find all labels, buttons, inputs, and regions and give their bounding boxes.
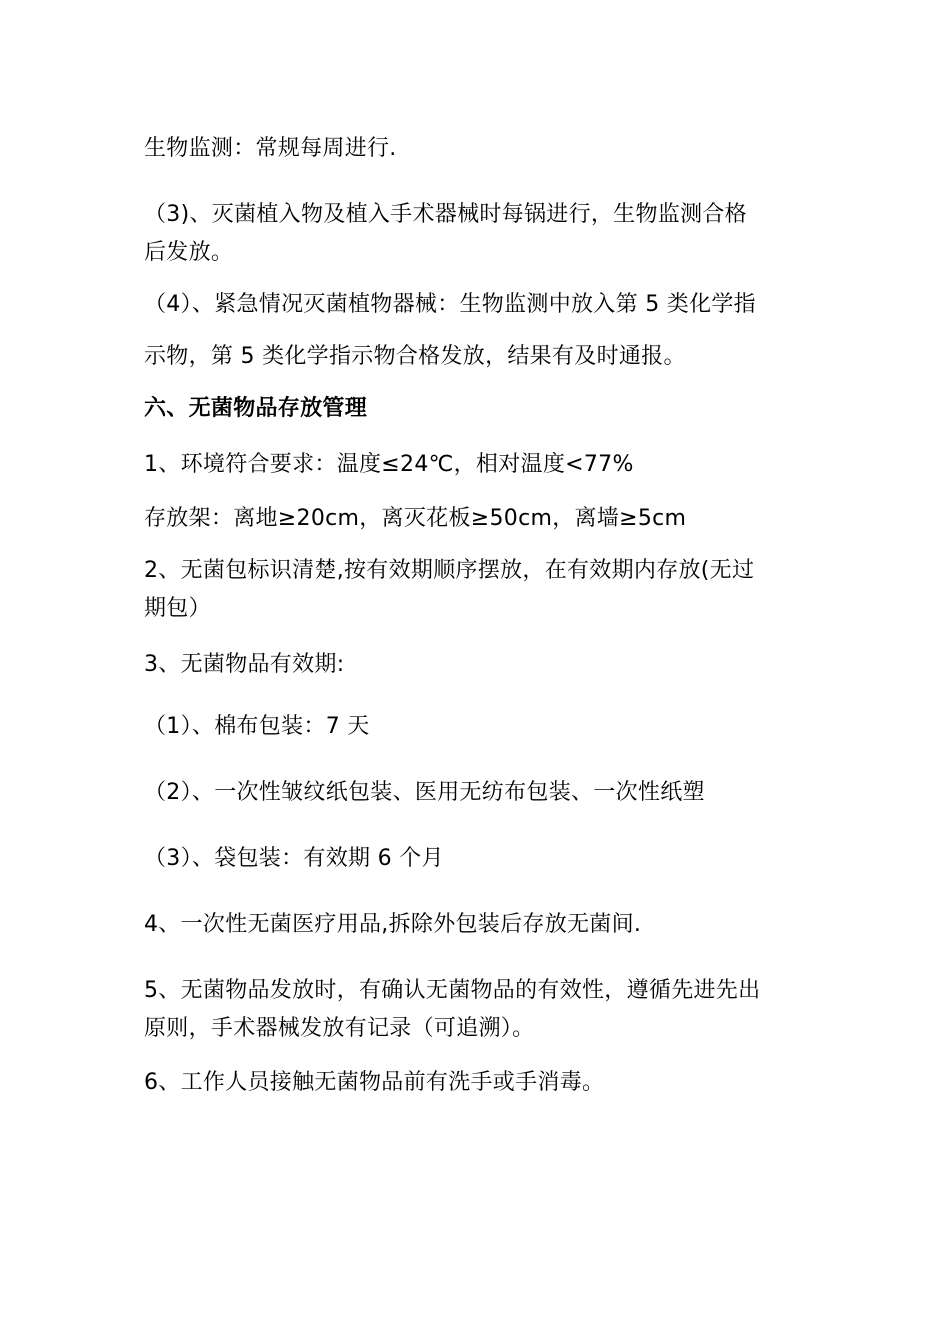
text-line-implant-sterilization: （3)、灭菌植入物及植入手术器械时每锅进行，生物监测合格 bbox=[144, 202, 747, 227]
text-line-environment: 1、环境符合要求：温度≤24℃，相对温度<77% bbox=[144, 452, 634, 477]
text-line-biological-monitoring: 生物监测：常规每周进行. bbox=[144, 136, 397, 161]
text-line-disposable-supplies: 4、一次性无菌医疗用品,拆除外包装后存放无菌间. bbox=[144, 912, 642, 937]
section-heading-sterile-storage: 六、无菌物品存放管理 bbox=[144, 396, 368, 421]
text-line-implant-sterilization-cont: 后发放。 bbox=[144, 240, 234, 265]
text-line-emergency-sterilization: （4）、紧急情况灭菌植物器械：生物监测中放入第 5 类化学指 bbox=[144, 292, 756, 317]
text-line-emergency-sterilization-cont: 示物，第 5 类化学指示物合格发放，结果有及时通报。 bbox=[144, 344, 686, 369]
text-line-disposable-packaging: （2）、一次性皱纹纸包装、医用无纺布包装、一次性纸塑 bbox=[144, 780, 705, 805]
text-line-bag-packaging: （3）、袋包装：有效期 6 个月 bbox=[144, 846, 444, 871]
text-line-package-labeling-cont: 期包） bbox=[144, 596, 211, 621]
text-line-validity-heading: 3、无菌物品有效期: bbox=[144, 652, 345, 677]
text-line-dispensing: 5、无菌物品发放时，有确认无菌物品的有效性，遵循先进先出 bbox=[144, 978, 761, 1003]
text-line-cotton-packaging: （1）、棉布包装：7 天 bbox=[144, 714, 370, 739]
text-line-storage-rack: 存放架：离地≥20cm，离灭花板≥50cm，离墙≥5cm bbox=[144, 506, 687, 531]
text-line-package-labeling: 2、无菌包标识清楚,按有效期顺序摆放，在有效期内存放(无过 bbox=[144, 558, 755, 583]
text-line-hand-hygiene: 6、工作人员接触无菌物品前有洗手或手消毒。 bbox=[144, 1070, 605, 1095]
text-line-dispensing-cont: 原则，手术器械发放有记录（可追溯）。 bbox=[144, 1016, 535, 1041]
